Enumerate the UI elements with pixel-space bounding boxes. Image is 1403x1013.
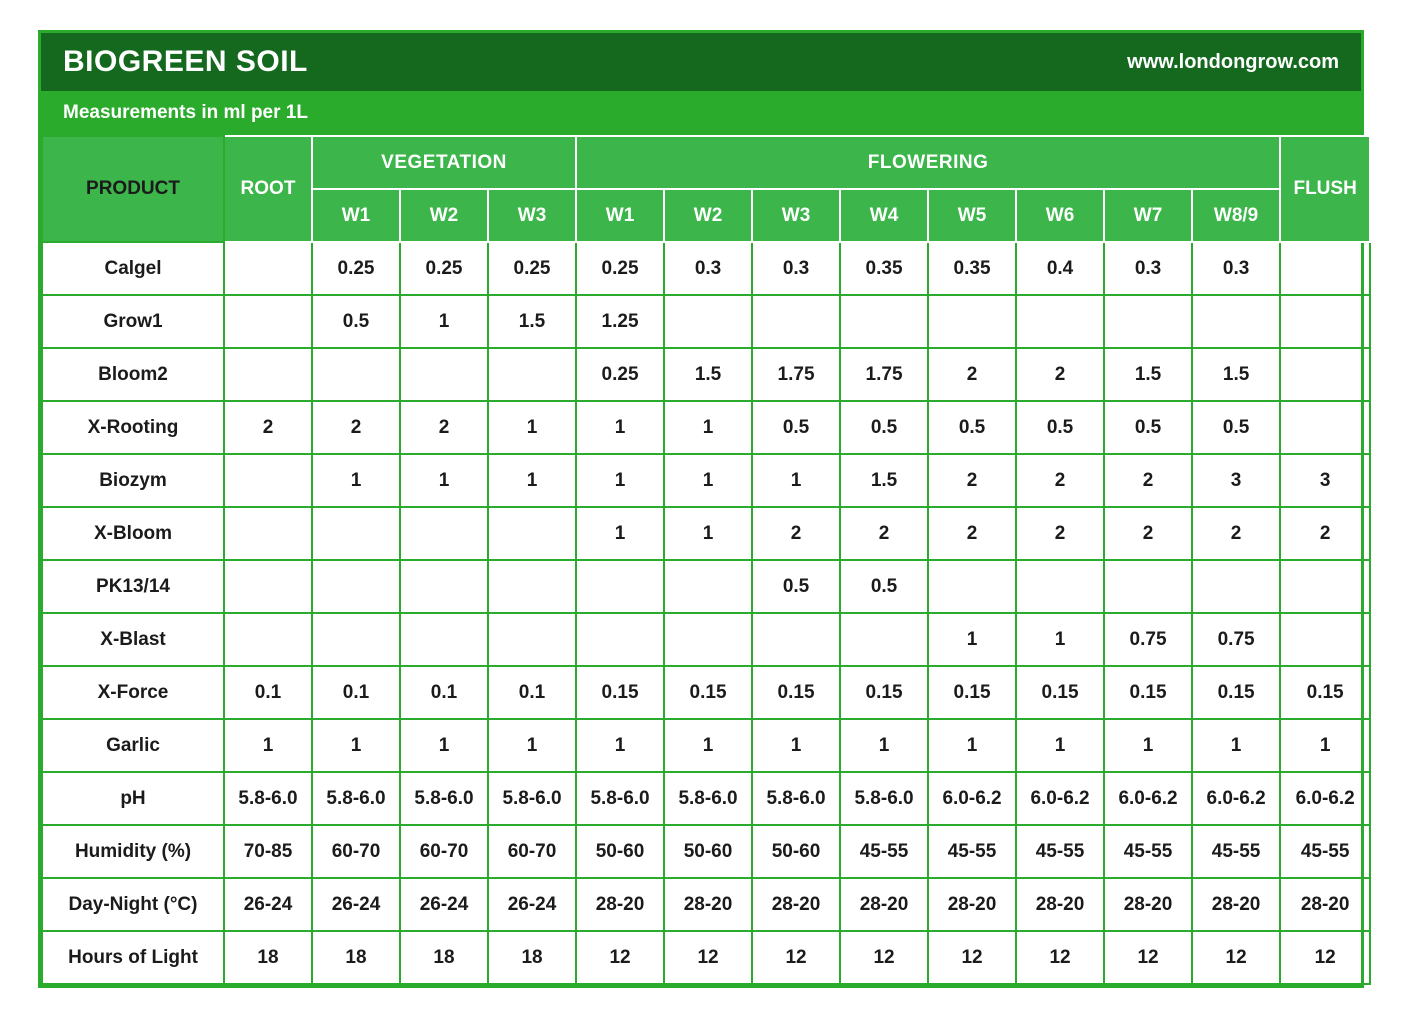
table-cell: 2 (928, 507, 1016, 560)
table-cell (224, 242, 312, 295)
table-cell: 1 (576, 507, 664, 560)
week-header-veg-w2: W2 (400, 189, 488, 242)
feeding-schedule-table (41, 135, 1371, 985)
table-cell: 1 (928, 719, 1016, 772)
table-cell: 1 (840, 719, 928, 772)
week-header-flo-w7: W7 (1104, 189, 1192, 242)
table-cell: 12 (1192, 931, 1280, 984)
table-cell: 28-20 (840, 878, 928, 931)
row-label: Humidity (%) (42, 825, 224, 878)
column-header-flush: FLUSH (1280, 136, 1370, 242)
table-cell: 0.5 (840, 401, 928, 454)
table-cell: 5.8-6.0 (576, 772, 664, 825)
group-header-vegetation: VEGETATION (312, 136, 576, 189)
table-cell: 0.35 (928, 242, 1016, 295)
row-label: Garlic (42, 719, 224, 772)
table-cell: 1 (1016, 719, 1104, 772)
table-cell (312, 348, 400, 401)
table-cell: 1.5 (1192, 348, 1280, 401)
table-cell: 0.1 (400, 666, 488, 719)
table-cell: 12 (928, 931, 1016, 984)
table-cell: 2 (928, 454, 1016, 507)
table-cell (488, 613, 576, 666)
table-cell: 2 (1192, 507, 1280, 560)
table-cell: 45-55 (928, 825, 1016, 878)
table-cell: 50-60 (576, 825, 664, 878)
table-cell: 1 (576, 719, 664, 772)
table-cell: 1 (224, 719, 312, 772)
week-header-flo-w89: W8/9 (1192, 189, 1280, 242)
table-cell: 26-24 (224, 878, 312, 931)
table-cell: 45-55 (1192, 825, 1280, 878)
table-cell: 0.15 (1280, 666, 1370, 719)
table-cell: 2 (840, 507, 928, 560)
table-cell: 0.35 (840, 242, 928, 295)
table-row (42, 348, 1370, 401)
table-cell: 5.8-6.0 (664, 772, 752, 825)
table-cell: 0.5 (1192, 401, 1280, 454)
table-row (42, 772, 1370, 825)
column-header-product: PRODUCT (42, 136, 224, 242)
table-cell: 1 (400, 454, 488, 507)
table-cell (1192, 560, 1280, 613)
table-cell: 5.8-6.0 (224, 772, 312, 825)
row-label: Hours of Light (42, 931, 224, 984)
table-cell: 0.1 (312, 666, 400, 719)
row-label: Grow1 (42, 295, 224, 348)
table-cell: 1.5 (488, 295, 576, 348)
table-cell: 2 (1104, 454, 1192, 507)
table-cell: 2 (928, 348, 1016, 401)
table-cell: 5.8-6.0 (400, 772, 488, 825)
table-cell: 2 (312, 401, 400, 454)
table-row (42, 666, 1370, 719)
chart-subtitle-bar (41, 91, 1361, 135)
table-cell: 1 (488, 454, 576, 507)
table-cell: 1 (312, 454, 400, 507)
table-cell (1016, 295, 1104, 348)
table-cell (1280, 242, 1370, 295)
table-cell (400, 507, 488, 560)
table-cell: 12 (576, 931, 664, 984)
table-cell (1280, 613, 1370, 666)
table-cell (664, 560, 752, 613)
chart-title-bar (41, 33, 1361, 91)
table-row (42, 878, 1370, 931)
table-cell: 1 (488, 719, 576, 772)
row-label: pH (42, 772, 224, 825)
table-row (42, 719, 1370, 772)
table-cell: 6.0-6.2 (1280, 772, 1370, 825)
table-cell: 0.1 (224, 666, 312, 719)
table-cell: 0.25 (576, 348, 664, 401)
row-label: X-Bloom (42, 507, 224, 560)
table-cell (1104, 560, 1192, 613)
table-cell: 0.5 (752, 401, 840, 454)
table-row (42, 242, 1370, 295)
table-cell: 0.3 (752, 242, 840, 295)
table-cell: 50-60 (664, 825, 752, 878)
table-cell: 1.5 (664, 348, 752, 401)
week-header-flo-w1: W1 (576, 189, 664, 242)
table-cell: 0.5 (1016, 401, 1104, 454)
table-cell: 45-55 (1104, 825, 1192, 878)
row-label: X-Rooting (42, 401, 224, 454)
table-cell: 0.3 (664, 242, 752, 295)
table-cell (1192, 295, 1280, 348)
table-cell: 1 (664, 401, 752, 454)
table-cell: 6.0-6.2 (928, 772, 1016, 825)
table-cell (928, 295, 1016, 348)
table-cell: 45-55 (840, 825, 928, 878)
table-cell: 0.25 (400, 242, 488, 295)
table-cell: 3 (1280, 454, 1370, 507)
table-cell: 6.0-6.2 (1104, 772, 1192, 825)
table-cell (488, 507, 576, 560)
table-row (42, 401, 1370, 454)
table-cell: 18 (312, 931, 400, 984)
table-cell: 0.3 (1192, 242, 1280, 295)
table-cell: 0.25 (488, 242, 576, 295)
table-cell (400, 613, 488, 666)
table-cell: 2 (1016, 507, 1104, 560)
table-row (42, 613, 1370, 666)
table-cell (400, 560, 488, 613)
table-cell (1016, 560, 1104, 613)
table-cell (224, 507, 312, 560)
table-row (42, 931, 1370, 984)
table-cell: 1 (752, 719, 840, 772)
table-cell: 28-20 (1016, 878, 1104, 931)
table-cell (224, 348, 312, 401)
table-cell (576, 560, 664, 613)
table-cell: 2 (752, 507, 840, 560)
table-cell (1280, 348, 1370, 401)
row-label: PK13/14 (42, 560, 224, 613)
table-cell: 1.75 (752, 348, 840, 401)
week-header-veg-w3: W3 (488, 189, 576, 242)
table-cell: 26-24 (488, 878, 576, 931)
week-header-flo-w6: W6 (1016, 189, 1104, 242)
measurement-note: Measurements in ml per 1L (63, 102, 308, 123)
table-cell (1280, 560, 1370, 613)
website-url: www.londongrow.com (1127, 50, 1339, 73)
week-header-flo-w4: W4 (840, 189, 928, 242)
week-header-flo-w5: W5 (928, 189, 1016, 242)
table-cell: 1.75 (840, 348, 928, 401)
table-body (42, 242, 1370, 984)
table-cell: 0.15 (1016, 666, 1104, 719)
row-label: Biozym (42, 454, 224, 507)
table-row (42, 507, 1370, 560)
table-cell: 28-20 (1280, 878, 1370, 931)
table-cell: 0.25 (312, 242, 400, 295)
table-cell (928, 560, 1016, 613)
table-cell (224, 295, 312, 348)
table-cell (752, 613, 840, 666)
table-cell: 1 (664, 454, 752, 507)
table-cell: 0.1 (488, 666, 576, 719)
table-cell: 60-70 (400, 825, 488, 878)
table-cell: 5.8-6.0 (752, 772, 840, 825)
table-cell (312, 507, 400, 560)
table-cell: 1.5 (1104, 348, 1192, 401)
table-cell: 0.15 (664, 666, 752, 719)
table-cell: 6.0-6.2 (1192, 772, 1280, 825)
table-cell: 0.15 (752, 666, 840, 719)
table-cell: 18 (224, 931, 312, 984)
row-label: X-Force (42, 666, 224, 719)
table-group-header-row (42, 136, 1370, 189)
table-row (42, 454, 1370, 507)
table-cell (1280, 295, 1370, 348)
table-cell: 0.5 (928, 401, 1016, 454)
table-cell: 0.5 (1104, 401, 1192, 454)
table-cell: 60-70 (312, 825, 400, 878)
table-cell (400, 348, 488, 401)
row-label: Day-Night (°C) (42, 878, 224, 931)
table-cell: 1 (400, 295, 488, 348)
table-cell: 26-24 (400, 878, 488, 931)
table-cell: 2 (224, 401, 312, 454)
table-cell: 0.5 (752, 560, 840, 613)
row-label: Calgel (42, 242, 224, 295)
table-cell (312, 613, 400, 666)
table-cell: 12 (1016, 931, 1104, 984)
table-cell: 2 (400, 401, 488, 454)
table-cell (488, 348, 576, 401)
table-cell: 3 (1192, 454, 1280, 507)
table-cell (1280, 401, 1370, 454)
table-cell: 28-20 (928, 878, 1016, 931)
table-cell (840, 295, 928, 348)
table-cell: 1 (1280, 719, 1370, 772)
table-cell: 1 (488, 401, 576, 454)
table-cell: 0.5 (840, 560, 928, 613)
table-head (42, 136, 1370, 242)
table-cell: 12 (1280, 931, 1370, 984)
table-cell: 0.5 (312, 295, 400, 348)
table-cell (576, 613, 664, 666)
group-header-flowering: FLOWERING (576, 136, 1280, 189)
table-cell: 12 (840, 931, 928, 984)
table-cell: 2 (1016, 348, 1104, 401)
table-cell (752, 295, 840, 348)
table-cell: 60-70 (488, 825, 576, 878)
table-row (42, 560, 1370, 613)
table-cell: 28-20 (752, 878, 840, 931)
page-title: BIOGREEN SOIL (63, 45, 308, 78)
table-cell (224, 560, 312, 613)
table-cell (840, 613, 928, 666)
table-cell: 1 (664, 507, 752, 560)
table-cell: 28-20 (1104, 878, 1192, 931)
table-cell: 0.15 (1104, 666, 1192, 719)
table-cell: 0.15 (576, 666, 664, 719)
table-cell: 28-20 (576, 878, 664, 931)
table-cell: 45-55 (1016, 825, 1104, 878)
table-cell: 0.15 (928, 666, 1016, 719)
week-header-flo-w2: W2 (664, 189, 752, 242)
table-cell: 0.75 (1192, 613, 1280, 666)
table-cell: 12 (1104, 931, 1192, 984)
table-cell: 26-24 (312, 878, 400, 931)
table-cell (224, 454, 312, 507)
table-cell: 1 (576, 401, 664, 454)
table-cell: 12 (664, 931, 752, 984)
table-cell: 1 (1016, 613, 1104, 666)
table-cell: 2 (1280, 507, 1370, 560)
table-cell: 0.75 (1104, 613, 1192, 666)
table-cell (664, 613, 752, 666)
table-cell (312, 560, 400, 613)
table-cell: 18 (400, 931, 488, 984)
table-cell: 28-20 (1192, 878, 1280, 931)
table-cell: 6.0-6.2 (1016, 772, 1104, 825)
table-cell: 5.8-6.0 (312, 772, 400, 825)
table-cell: 2 (1104, 507, 1192, 560)
table-cell: 0.3 (1104, 242, 1192, 295)
week-header-veg-w1: W1 (312, 189, 400, 242)
table-cell: 70-85 (224, 825, 312, 878)
table-cell: 5.8-6.0 (840, 772, 928, 825)
table-cell: 0.15 (840, 666, 928, 719)
table-cell: 1 (312, 719, 400, 772)
table-cell: 0.25 (576, 242, 664, 295)
table-cell: 28-20 (664, 878, 752, 931)
table-row (42, 295, 1370, 348)
table-cell: 0.4 (1016, 242, 1104, 295)
week-header-flo-w3: W3 (752, 189, 840, 242)
table-cell: 1 (400, 719, 488, 772)
table-row (42, 825, 1370, 878)
table-cell: 1 (664, 719, 752, 772)
table-cell: 45-55 (1280, 825, 1370, 878)
table-cell: 5.8-6.0 (488, 772, 576, 825)
table-cell: 1 (1192, 719, 1280, 772)
table-cell: 50-60 (752, 825, 840, 878)
table-cell: 12 (752, 931, 840, 984)
row-label: X-Blast (42, 613, 224, 666)
table-cell (1104, 295, 1192, 348)
table-cell: 2 (1016, 454, 1104, 507)
column-header-root: ROOT (224, 136, 312, 242)
feed-chart-frame (38, 30, 1364, 988)
table-cell: 1 (576, 454, 664, 507)
table-cell (224, 613, 312, 666)
table-cell: 1.25 (576, 295, 664, 348)
table-cell: 1 (1104, 719, 1192, 772)
table-cell (488, 560, 576, 613)
table-cell: 1.5 (840, 454, 928, 507)
table-cell: 1 (928, 613, 1016, 666)
table-cell: 0.15 (1192, 666, 1280, 719)
table-cell (664, 295, 752, 348)
table-cell: 1 (752, 454, 840, 507)
row-label: Bloom2 (42, 348, 224, 401)
table-cell: 18 (488, 931, 576, 984)
